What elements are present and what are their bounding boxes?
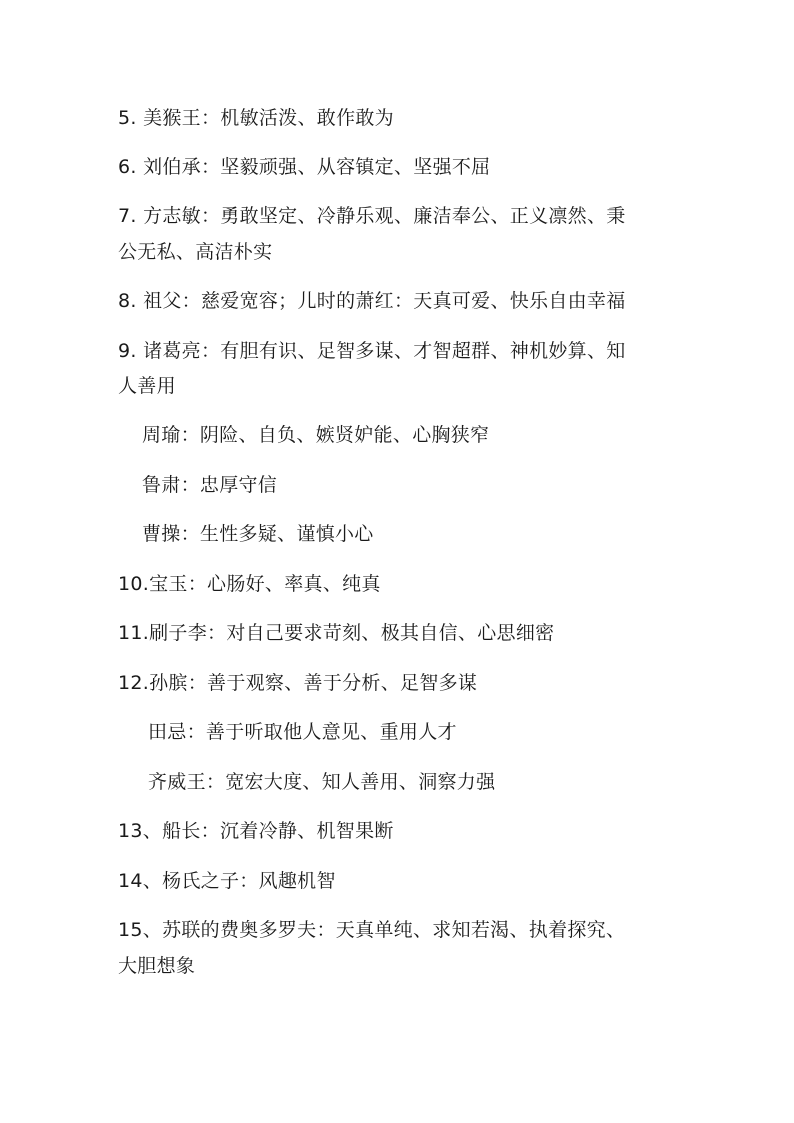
text-line-5: 5. 美猴王：机敏活泼、敢作敢为 bbox=[118, 107, 394, 129]
text-line-lusu: 鲁肃：忠厚守信 bbox=[142, 474, 278, 496]
text-line-8: 8. 祖父：慈爱宽容；儿时的萧红：天真可爱、快乐自由幸福 bbox=[118, 290, 626, 312]
text-line-qiweiwang: 齐威王：宽宏大度、知人善用、洞察力强 bbox=[148, 771, 496, 793]
text-line-tianji: 田忌：善于听取他人意见、重用人才 bbox=[148, 721, 457, 743]
text-line-13: 13、船长：沉着冷静、机智果断 bbox=[118, 820, 394, 842]
text-line-14: 14、杨氏之子：风趣机智 bbox=[118, 870, 336, 892]
text-line-12: 12.孙膑：善于观察、善于分析、足智多谋 bbox=[118, 672, 478, 694]
text-line-9: 9. 诸葛亮：有胆有识、足智多谋、才智超群、神机妙算、知 bbox=[118, 340, 626, 362]
text-line-caocao: 曹操：生性多疑、谨慎小心 bbox=[142, 523, 374, 545]
text-line-10: 10.宝玉：心肠好、率真、纯真 bbox=[118, 573, 381, 595]
text-line-9-cont: 人善用 bbox=[118, 375, 176, 397]
text-line-6: 6. 刘伯承：坚毅顽强、从容镇定、坚强不屈 bbox=[118, 156, 491, 178]
text-line-zhouyu: 周瑜：阴险、自负、嫉贤妒能、心胸狭窄 bbox=[142, 424, 490, 446]
text-line-7: 7. 方志敏：勇敢坚定、冷静乐观、廉洁奉公、正义凛然、秉 bbox=[118, 205, 626, 227]
text-line-11: 11.刷子李：对自己要求苛刻、极其自信、心思细密 bbox=[118, 622, 555, 644]
text-line-7-cont: 公无私、高洁朴实 bbox=[118, 241, 273, 263]
text-line-15: 15、苏联的费奥多罗夫：天真单纯、求知若渴、执着探究、 bbox=[118, 919, 626, 941]
text-line-15-cont: 大胆想象 bbox=[118, 955, 196, 977]
